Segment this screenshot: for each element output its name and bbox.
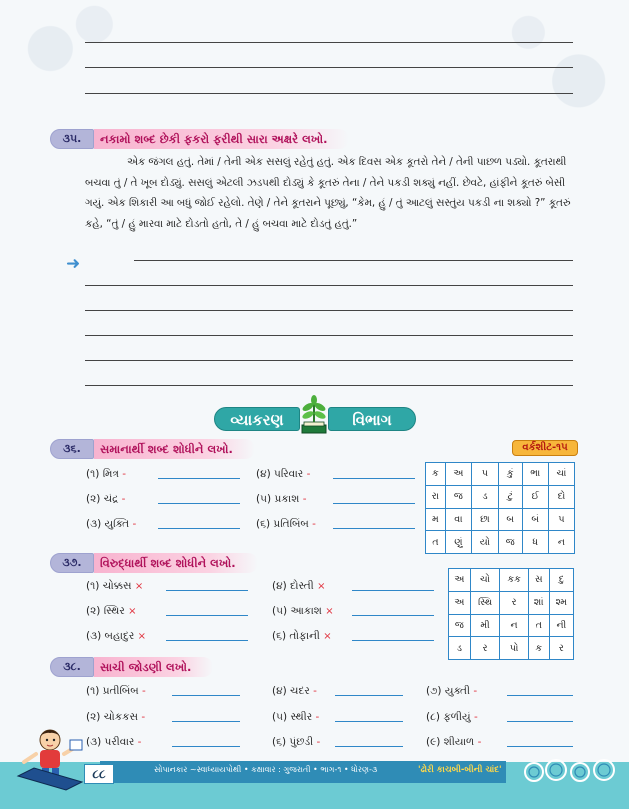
section-header-q35 xyxy=(50,129,349,149)
answer-line[interactable] xyxy=(158,503,240,504)
list-item: (૨) સ્થિર × xyxy=(86,605,137,617)
answer-line[interactable] xyxy=(352,640,434,641)
banner-left-text: વ્યાકરણ xyxy=(214,407,300,431)
list-item: (૮) ફળીયું - xyxy=(426,711,478,723)
section-header-q36 xyxy=(50,439,255,459)
section-header-q38 xyxy=(50,657,213,677)
paragraph-text: એક જંગલ હતું. તેમાં / તેની એક સસલું રહેતું હતું. એક દિવસ એક કૂતરો તેને / તેની પાછળ પડ્યો. કૂતરાથી બચવા તું / તે ખૂબ દોડ્યું. સસલું એટલી ઝડપથી દોડ્યું કે કૂતરું તેના / તેને પકડી શક્યું નહીં. છેવટે, હાંફીને કૂતરું બેસી ગયું. એક શિકારી આ બધું જોઈ રહેલો. તેણે / તેને કૂતરાને પૂછ્યું, “કેમ, હું / તું આટલું સસ્તુંય પકડી ના શક્યો ?” કૂતરું કહે, “તું / હું મારવા માટે દોડતો હતો, તે / હું બચવા માટે દોડતું હતું.” xyxy=(85,156,571,230)
answer-line[interactable] xyxy=(507,695,573,696)
writing-line[interactable] xyxy=(85,93,573,94)
writing-line[interactable] xyxy=(85,385,573,386)
list-item: (૧) મિત્ર - xyxy=(86,468,127,480)
decorative-swirl-icon xyxy=(520,756,626,786)
list-item: (૧) પ્રતીબિંબ - xyxy=(86,685,146,697)
answer-line[interactable] xyxy=(352,615,434,616)
answer-line[interactable] xyxy=(507,746,573,747)
answer-line[interactable] xyxy=(333,503,415,504)
answer-line[interactable] xyxy=(166,615,248,616)
list-item: (૪) પરિવાર - xyxy=(256,468,311,480)
question-number: ૩૫. xyxy=(50,129,94,149)
question-number: ૩૮. xyxy=(50,657,94,677)
answer-line[interactable] xyxy=(333,528,415,529)
list-item: (૫) પ્રકાશ - xyxy=(256,493,307,505)
worksheet-badge: વર્કશીટ-૧૫ xyxy=(512,440,578,456)
list-item: (૬) પ્રતિબિંબ - xyxy=(256,518,316,530)
list-item: (૩) પરીવાર - xyxy=(86,736,142,748)
answer-line[interactable] xyxy=(352,590,434,591)
writing-line[interactable] xyxy=(85,360,573,361)
list-item: (૧) ચોક્કસ × xyxy=(86,580,144,592)
question-title: સમાનાર્થી શબ્દ શોધીને લખો. xyxy=(94,439,255,459)
writing-line[interactable] xyxy=(85,335,573,336)
banner-right-text: વિભાગ xyxy=(328,407,416,431)
list-item: (૬) તોફાની × xyxy=(272,630,332,642)
list-item: (૬) પુંછડી - xyxy=(272,736,321,748)
writing-line[interactable] xyxy=(85,310,573,311)
question-title: નકામો શબ્દ છેકી ફકરો ફરીથી સારા અક્ષરે લખો. xyxy=(94,129,349,149)
answer-line[interactable] xyxy=(166,590,248,591)
answer-line[interactable] xyxy=(172,746,240,747)
answer-line[interactable] xyxy=(166,640,248,641)
question-number: ૩૭. xyxy=(50,553,94,573)
plant-book-icon xyxy=(298,395,330,435)
question-title: વિરુદ્ધાર્થી શબ્દ શોધીને લખો. xyxy=(94,553,258,573)
answer-line[interactable] xyxy=(507,721,573,722)
list-item: (૨) ચોકકસ - xyxy=(86,711,146,723)
answer-line[interactable] xyxy=(158,528,240,529)
list-item: (૪) દોસ્તી × xyxy=(272,580,326,592)
list-item: (૭) યુક્તી - xyxy=(426,685,478,697)
list-item: (૩) બહાદુર × xyxy=(86,630,147,642)
writing-line[interactable] xyxy=(134,260,573,261)
section-header-q37 xyxy=(50,553,258,573)
list-item: (૩) યુક્તિ - xyxy=(86,518,137,530)
footer-text: સોપાનકાર ~સ્વાધ્યાયપોથી • કક્ષાવાર : ગુજરાતી • ભાગ-૧ • ધોરણ-૩ xyxy=(154,765,378,774)
writing-line[interactable] xyxy=(85,285,573,286)
arrow-right-icon: ➜ xyxy=(66,254,81,274)
question-number: ૩૬. xyxy=(50,439,94,459)
list-item: (૯) શીયાળ - xyxy=(426,736,482,748)
list-item: (૪) ચદર - xyxy=(272,685,317,697)
list-item: (૫) આકાશ × xyxy=(272,605,334,617)
writing-line[interactable] xyxy=(85,42,573,43)
answer-line[interactable] xyxy=(335,746,403,747)
page-number: ૮૮ xyxy=(84,764,114,784)
answer-line[interactable] xyxy=(333,478,415,479)
child-reading-icon xyxy=(14,724,86,794)
word-search-grid: ક અ પ કું ભા ચાં રા જ ડ ટું ઈ દો મ વા છા બ બં પ ત ણું યો જ ધ ન xyxy=(425,462,575,554)
answer-line[interactable] xyxy=(172,721,240,722)
word-search-grid: અ ચો કક સ દુ અ સ્થિ ર શાં શ્મ જ મી ન ત ની ડ ર પો ક ર xyxy=(448,568,574,660)
grammar-section-banner xyxy=(214,403,416,433)
writing-line[interactable] xyxy=(85,67,573,68)
question-title: સાચી જોડણી લખો. xyxy=(94,657,213,677)
answer-line[interactable] xyxy=(172,695,240,696)
list-item: (૨) ચંદ્ર - xyxy=(86,493,126,505)
answer-line[interactable] xyxy=(335,695,403,696)
list-item: (૫) સ્થીર - xyxy=(272,711,320,723)
answer-line[interactable] xyxy=(335,721,403,722)
footer-book-title: 'ઢોરી કાચબી-બીની ચાંદ' xyxy=(418,765,502,775)
answer-line[interactable] xyxy=(158,478,240,479)
